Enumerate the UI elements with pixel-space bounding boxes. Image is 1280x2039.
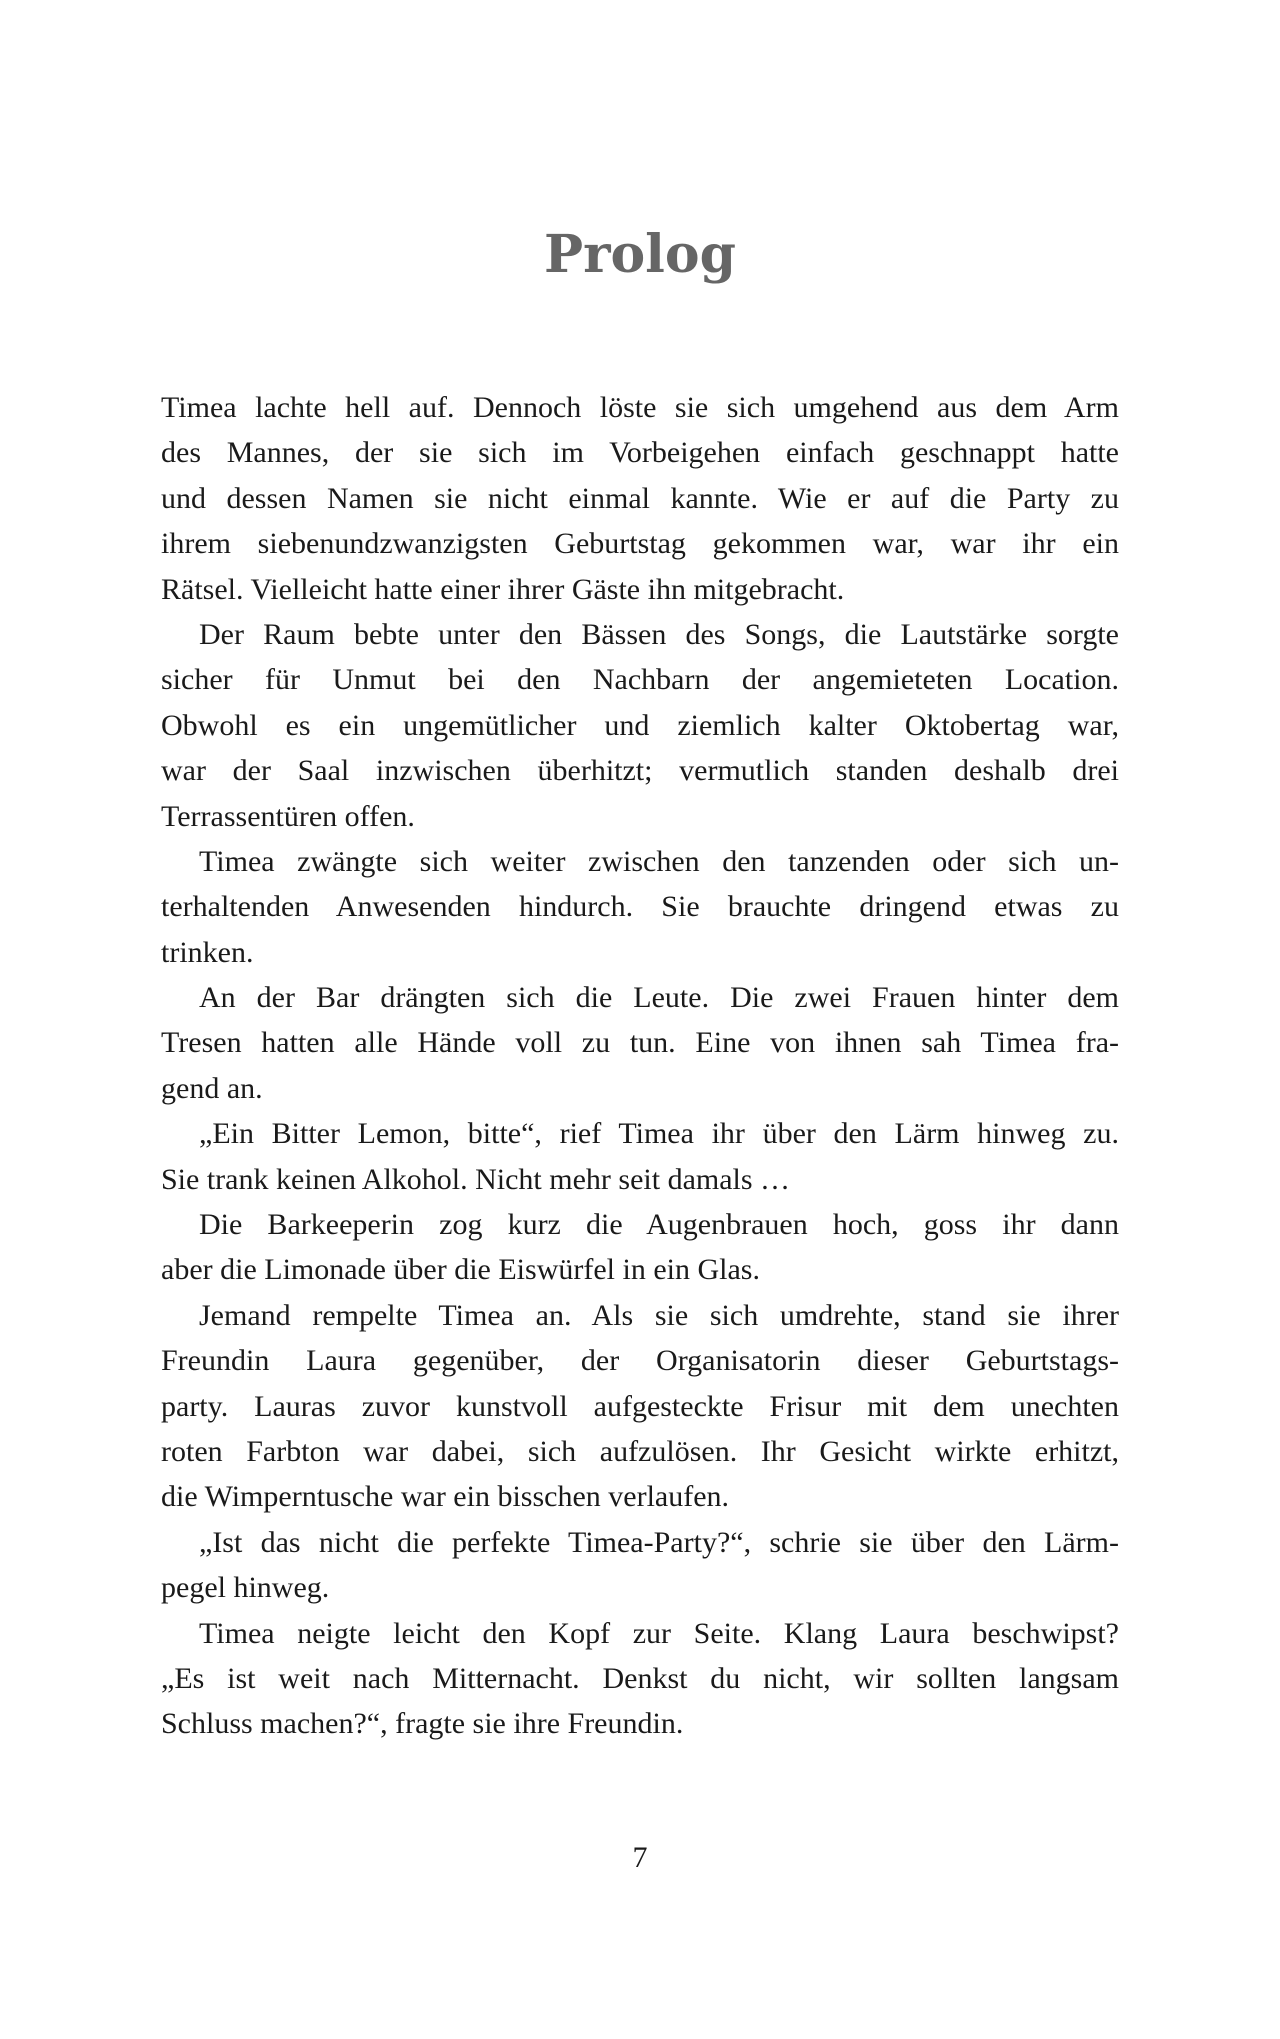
text-line: Timea neigte leicht den Kopf zur Seite. Klang Laura beschwipst? — [199, 1616, 1119, 1650]
text-line: die Wimperntusche war ein bisschen verlaufen. — [161, 1480, 730, 1514]
text-line: Timea lachte hell auf. Dennoch löste sie sich umgehend aus dem Arm — [161, 391, 1119, 424]
text-line: sicher für Unmut bei den Nachbarn der angemieteten Location. — [161, 663, 1119, 697]
text-line: Tresen hatten alle Hände voll zu tun. Eine von ihnen sah Timea fra- — [161, 1026, 1119, 1060]
text-line: Sie trank keinen Alkohol. Nicht mehr seit damals … — [161, 1162, 791, 1196]
text-line: pegel hinweg. — [161, 1571, 330, 1605]
text-line: Obwohl es ein ungemütlicher und ziemlich kalter Oktobertag war, — [161, 708, 1119, 742]
text-line: „Es ist weit nach Mitternacht. Denkst du nicht, wir sollten langsam — [161, 1661, 1119, 1695]
text-line: party. Lauras zuvor kunstvoll aufgesteckte Frisur mit dem unechten — [161, 1389, 1119, 1423]
text-line: gend an. — [161, 1071, 263, 1105]
text-line: roten Farbton war dabei, sich aufzulösen. Ihr Gesicht wirkte erhitzt, — [161, 1434, 1119, 1468]
text-line: „Ein Bitter Lemon, bitte“, rief Timea ihr über den Lärm hinweg zu. — [199, 1117, 1119, 1151]
text-line: Jemand rempelte Timea an. Als sie sich umdrehte, stand sie ihrer — [199, 1298, 1119, 1332]
body-text — [161, 385, 1119, 1747]
text-line: terhaltenden Anwesenden hindurch. Sie brauchte dringend etwas zu — [161, 890, 1119, 924]
text-line: Der Raum bebte unter den Bässen des Songs, die Lautstärke sorgte — [199, 617, 1119, 651]
text-line: „Ist das nicht die perfekte Timea-Party?“, schrie sie über den Lärm- — [199, 1525, 1119, 1559]
text-line: ihrem siebenundzwanzigsten Geburtstag gekommen war, war ihr ein — [161, 527, 1119, 561]
text-line: und dessen Namen sie nicht einmal kannte. Wie er auf die Party zu — [161, 481, 1119, 515]
text-line: Terrassentüren offen. — [161, 799, 415, 833]
text-line: Die Barkeeperin zog kurz die Augenbrauen hoch, goss ihr dann — [199, 1208, 1119, 1242]
text-line: Timea zwängte sich weiter zwischen den tanzenden oder sich un- — [199, 844, 1119, 878]
text-line: Freundin Laura gegenüber, der Organisatorin dieser Geburtstags- — [161, 1344, 1119, 1378]
page-number: 7 — [632, 1841, 648, 1874]
text-line: Schluss machen?“, fragte sie ihre Freundin. — [161, 1707, 684, 1741]
chapter-title: Prolog — [544, 224, 736, 285]
text-line: Rätsel. Vielleicht hatte einer ihrer Gäste ihn mitgebracht. — [161, 572, 845, 606]
text-line: war der Saal inzwischen überhitzt; vermutlich standen deshalb drei — [161, 754, 1119, 788]
text-line: An der Bar drängten sich die Leute. Die zwei Frauen hinter dem — [199, 981, 1119, 1015]
text-line: aber die Limonade über die Eiswürfel in ein Glas. — [161, 1253, 760, 1287]
text-line: des Mannes, der sie sich im Vorbeigehen einfach geschnappt hatte — [161, 436, 1119, 470]
text-line: trinken. — [161, 935, 254, 969]
